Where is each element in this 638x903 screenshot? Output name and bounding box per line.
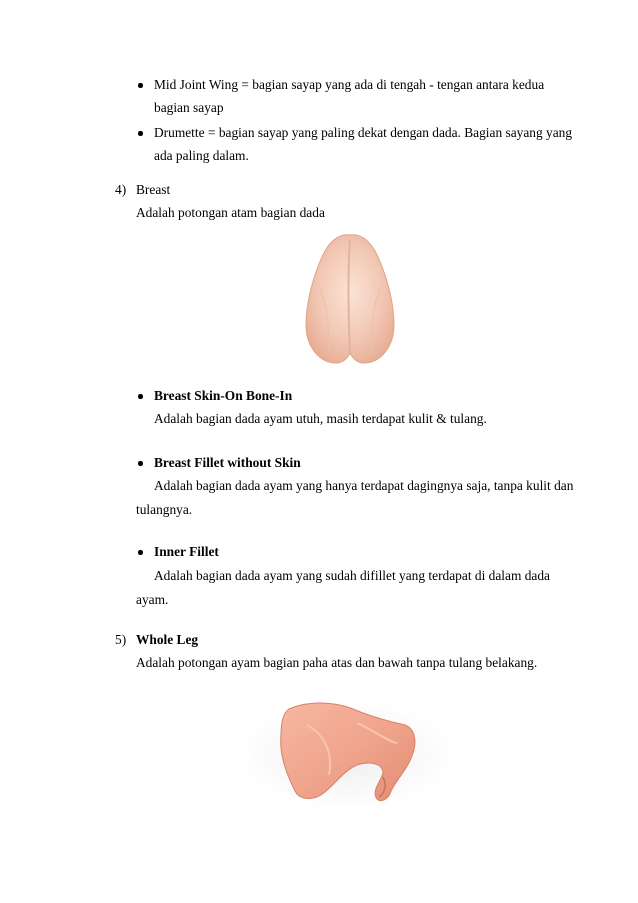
section-5-title: Whole Leg <box>136 632 199 647</box>
wing-bullet-1-line1: Mid Joint Wing = bagian sayap yang ada di tengah - tengan antara kedua <box>154 77 545 92</box>
bullet-dot <box>138 83 143 88</box>
bullet-dot <box>138 131 143 136</box>
breast-skin-on-title: Breast Skin-On Bone-In <box>154 388 293 403</box>
section-4-description: Adalah potongan atam bagian dada <box>136 205 325 220</box>
wing-bullet-2-line2: ada paling dalam. <box>154 148 249 163</box>
chicken-breast-image <box>300 229 400 369</box>
section-4-title: Breast <box>136 182 171 197</box>
bullet-dot <box>138 461 143 466</box>
breast-fillet-title: Breast Fillet without Skin <box>154 455 301 470</box>
section-4-number: 4) <box>115 182 127 197</box>
breast-fillet-desc-line1: Adalah bagian dada ayam yang hanya terdapat dagingnya saja, tanpa kulit dan <box>154 478 574 493</box>
breast-fillet-desc-line2: tulangnya. <box>136 502 193 517</box>
wing-bullet-2-line1: Drumette = bagian sayap yang paling dekat dengan dada. Bagian sayang yang <box>154 125 573 140</box>
wing-bullet-1-line2: bagian sayap <box>154 100 224 115</box>
section-5-number: 5) <box>115 632 127 647</box>
inner-fillet-desc-line2: ayam. <box>136 592 169 607</box>
bullet-dot <box>138 550 143 555</box>
breast-skin-on-desc: Adalah bagian dada ayam utuh, masih terdapat kulit & tulang. <box>154 411 487 426</box>
bullet-dot <box>138 394 143 399</box>
section-5-description: Adalah potongan ayam bagian paha atas dan bawah tanpa tulang belakang. <box>136 655 538 670</box>
inner-fillet-title: Inner Fillet <box>154 544 219 559</box>
inner-fillet-desc-line1: Adalah bagian dada ayam yang sudah difillet yang terdapat di dalam dada <box>154 568 550 583</box>
chicken-leg-image <box>237 695 457 815</box>
